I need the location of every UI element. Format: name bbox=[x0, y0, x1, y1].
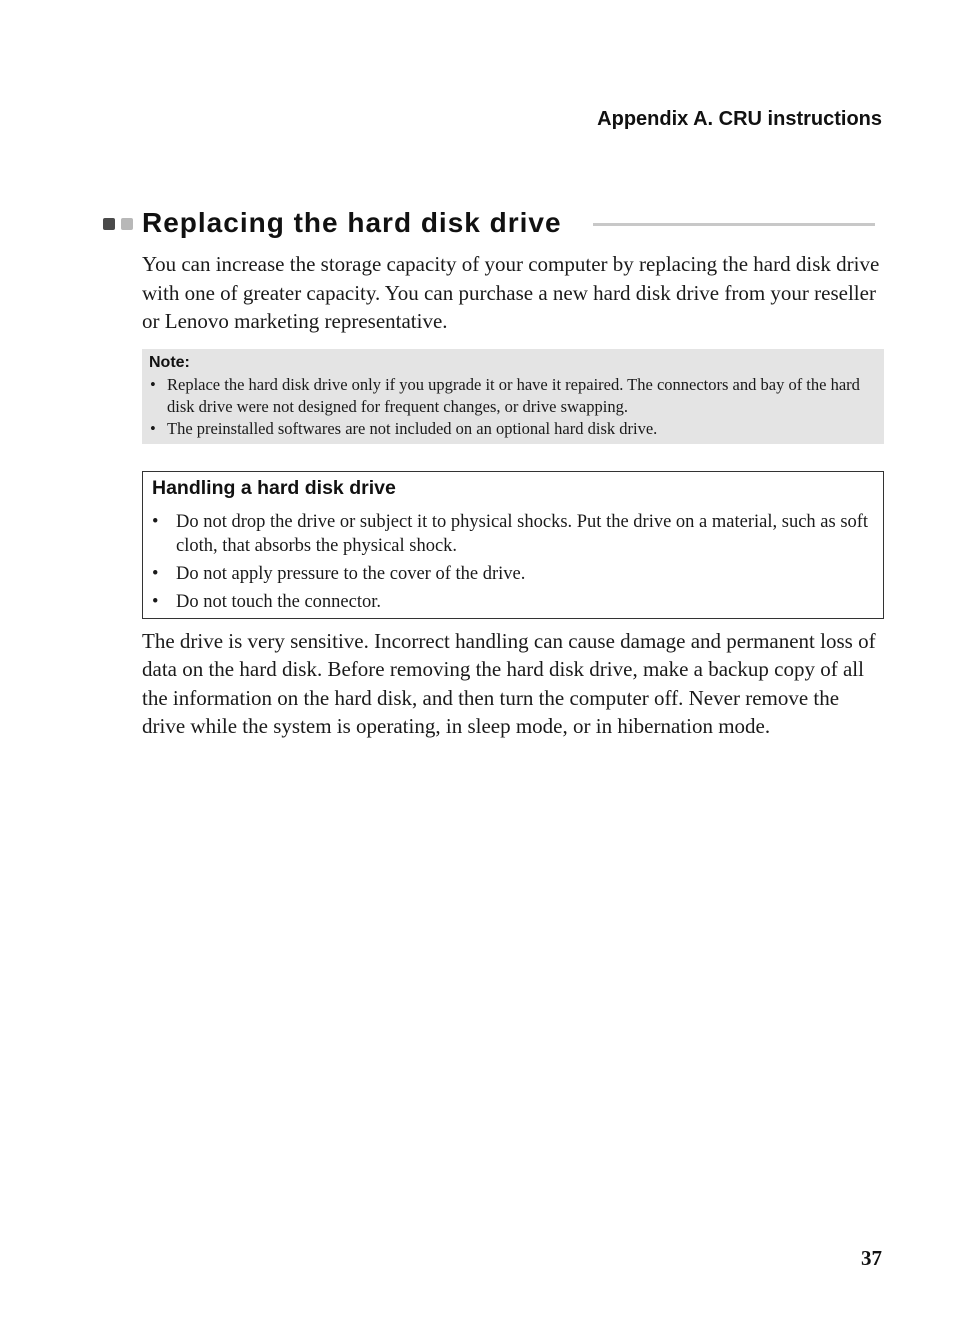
note-list bbox=[149, 374, 864, 440]
intro-paragraph: You can increase the storage capacity of your computer by replacing the hard disk drive with one of greater capacity. You can purchase a new hard disk drive from your reseller or Lenovo marketing representative. bbox=[142, 252, 880, 333]
handling-box bbox=[142, 471, 884, 619]
handling-item: • Do not apply pressure to the cover of the drive. bbox=[152, 562, 875, 586]
handling-item: • Do not touch the connector. bbox=[152, 590, 875, 614]
note-item: • The preinstalled softwares are not included on an optional hard disk drive. bbox=[149, 418, 864, 440]
note-title: Note: bbox=[149, 354, 190, 371]
heading-bullets-icon bbox=[103, 218, 135, 230]
note-box bbox=[142, 349, 884, 444]
section-heading bbox=[103, 205, 875, 241]
handling-title: Handling a hard disk drive bbox=[152, 477, 396, 499]
body-paragraph: The drive is very sensitive. Incorrect handling can cause damage and permanent loss of data on the hard disk. Before removing the hard disk drive, make a backup copy of all the information on the hard disk, and then turn the computer off. Never remove the drive while the system is operating, in sleep mode, or in hibernation mode. bbox=[142, 629, 876, 738]
page-number: 37 bbox=[861, 1246, 882, 1270]
heading-rule bbox=[593, 223, 875, 226]
running-header: Appendix A. CRU instructions bbox=[597, 108, 882, 130]
handling-item: • Do not drop the drive or subject it to physical shocks. Put the drive on a material, such as soft cloth, that absorbs the physical shock. bbox=[152, 510, 875, 558]
handling-list bbox=[152, 510, 875, 614]
dark-square-icon bbox=[103, 218, 115, 230]
section-title: Replacing the hard disk drive bbox=[142, 207, 562, 238]
light-square-icon bbox=[121, 218, 133, 230]
note-item: • Replace the hard disk drive only if you upgrade it or have it repaired. The connectors and bay of the hard disk drive were not designed for frequent changes, or drive swapping. bbox=[149, 374, 864, 418]
